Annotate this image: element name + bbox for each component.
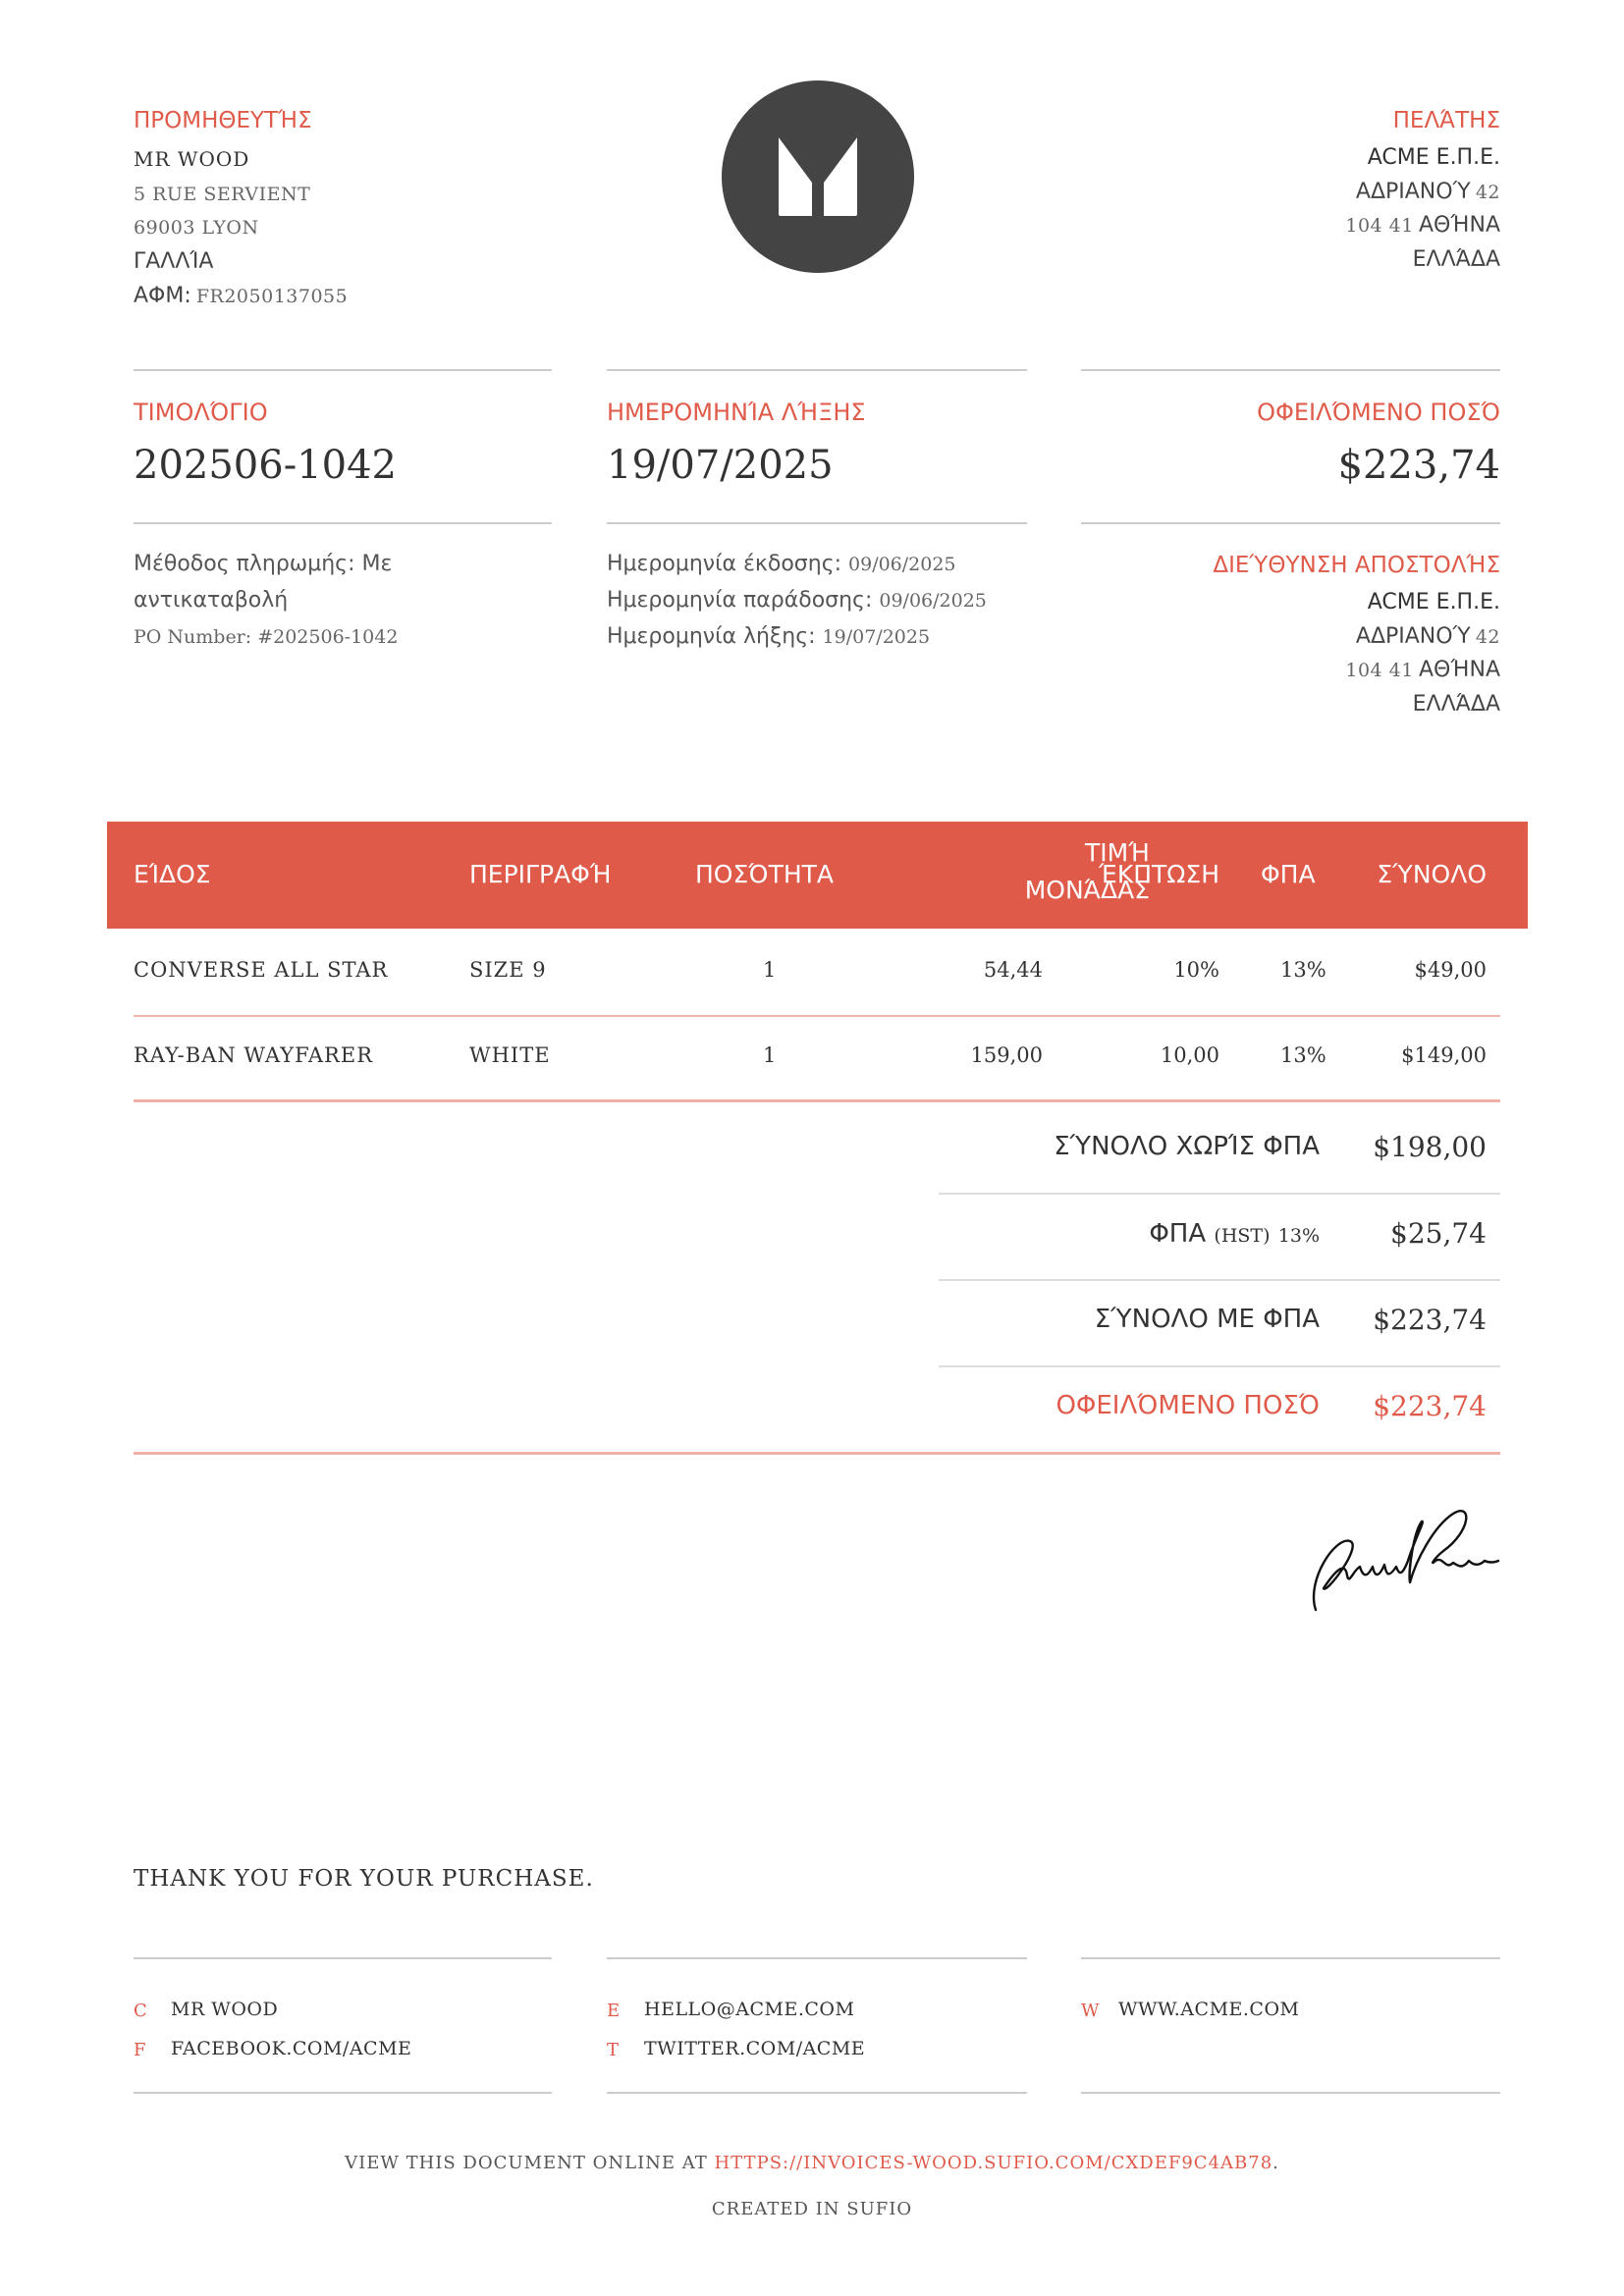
divider <box>134 369 552 371</box>
supplier-country: ΓΑΛΛΊΑ <box>134 249 214 274</box>
expiry-date: 19/07/2025 <box>822 626 931 648</box>
supplier-name: MR WOOD <box>134 147 250 171</box>
totals-divider <box>939 1365 1500 1367</box>
row-divider <box>134 1015 1500 1017</box>
subtotal-label: ΣΎΝΟΛΟ ΧΩΡΊΣ ΦΠΑ <box>1054 1132 1320 1161</box>
col-quantity: ΠΟΣΌΤΗΤΑ <box>695 860 835 888</box>
shipping-country: ΕΛΛΆΔΑ <box>1412 692 1500 717</box>
totals-divider <box>939 1279 1500 1281</box>
online-view-url[interactable]: HTTPS://INVOICES-WOOD.SUFIO.COM/CXDEF9C4AB78 <box>714 2153 1273 2173</box>
invoice-number-label: ΤΙΜΟΛΌΓΙΟ <box>134 399 268 426</box>
divider <box>1081 1957 1500 1959</box>
col-discount: ΈΚΠΤΩΣΗ <box>1099 860 1219 888</box>
row1-discount: 10% <box>1173 958 1219 982</box>
shipping-street <box>1356 624 1500 649</box>
expiry-date-label: Ημερομηνία λήξης: <box>607 624 816 649</box>
table-bottom-divider <box>134 1099 1500 1102</box>
divider <box>607 369 1027 371</box>
row1-vat: 13% <box>1280 958 1326 982</box>
vat-rate: 13% <box>1277 1225 1320 1247</box>
due-date: 19/07/2025 <box>607 443 834 488</box>
shipping-label: ΔΙΕΎΘΥΝΣΗ ΑΠΟΣΤΟΛΉΣ <box>1213 553 1500 578</box>
expiry-date-row <box>607 618 930 656</box>
row1-quantity: 1 <box>763 958 777 982</box>
client-label: ΠΕΛΆΤΗΣ <box>1392 108 1500 133</box>
shipping-city-name: ΑΘΉΝΑ <box>1418 658 1500 682</box>
online-view-line <box>0 2153 1624 2173</box>
due-amount-value: $223,74 <box>1373 1390 1487 1422</box>
client-street-no: 42 <box>1475 182 1500 203</box>
col-unit-price-2: ΜΟΝΆΔΑΣ <box>1024 876 1150 904</box>
totals-divider <box>939 1193 1500 1195</box>
shipping-street-no: 42 <box>1475 626 1500 648</box>
email-letter: E <box>607 2001 621 2021</box>
totals-bottom-divider <box>134 1452 1500 1455</box>
divider <box>134 1957 552 1959</box>
amount-due-label: ΟΦΕΙΛΌΜΕΝΟ ΠΟΣΌ <box>1257 399 1500 426</box>
divider <box>1081 2092 1500 2094</box>
supplier-address1: 5 RUE SERVIENT <box>134 184 311 205</box>
supplier-vat-value: FR2050137055 <box>195 286 349 307</box>
total-value: $223,74 <box>1373 1304 1487 1336</box>
divider <box>134 2092 552 2094</box>
created-in: CREATED IN SUFIO <box>711 2199 913 2219</box>
vat-label-text: ΦΠΑ <box>1149 1219 1207 1249</box>
divider <box>134 522 552 524</box>
col-item: ΕΊΔΟΣ <box>134 860 211 888</box>
client-street-name: ΑΔΡΙΑΝΟΎ <box>1355 180 1471 204</box>
client-street <box>1356 180 1500 204</box>
twitter-link[interactable]: TWITTER.COM/ACME <box>644 2038 866 2059</box>
client-country: ΕΛΛΆΔΑ <box>1412 247 1500 272</box>
divider <box>607 2092 1027 2094</box>
vat-tag: (HST) <box>1214 1225 1271 1247</box>
vat-label <box>1149 1219 1320 1249</box>
facebook-link[interactable]: FACEBOOK.COM/ACME <box>171 2038 412 2059</box>
client-city-name: ΑΘΉΝΑ <box>1418 213 1500 238</box>
vat-value: $25,74 <box>1390 1217 1487 1250</box>
row2-discount: 10,00 <box>1160 1043 1219 1067</box>
col-description: ΠΕΡΙΓΡΑΦΉ <box>469 860 612 888</box>
payment-method-line2: αντικαταβολή <box>134 588 289 613</box>
po-number: PO Number: #202506-1042 <box>134 626 399 648</box>
row2-quantity: 1 <box>763 1043 777 1067</box>
delivery-date: 09/06/2025 <box>879 590 987 612</box>
client-name: ACME Ε.Π.Ε. <box>1367 145 1500 170</box>
online-view-period: . <box>1272 2153 1279 2173</box>
delivery-date-label: Ημερομηνία παράδοσης: <box>607 588 873 613</box>
website-link[interactable]: WWW.ACME.COM <box>1118 1999 1300 2020</box>
row1-description: SIZE 9 <box>469 958 547 982</box>
divider <box>607 522 1027 524</box>
signature-image <box>1306 1502 1502 1625</box>
logo-m-icon <box>722 80 914 273</box>
divider <box>1081 522 1500 524</box>
twitter-letter: T <box>607 2040 620 2060</box>
shipping-name: ACME Ε.Π.Ε. <box>1367 590 1500 614</box>
row1-unit-price: 54,44 <box>983 958 1043 982</box>
client-postcode: 104 41 <box>1345 215 1414 237</box>
issue-date: 09/06/2025 <box>848 554 956 575</box>
table-header <box>107 822 1528 929</box>
company-logo <box>722 80 914 273</box>
supplier-label: ΠΡΟΜΗΘΕΥΤΉΣ <box>134 108 312 133</box>
row2-description: WHITE <box>469 1043 551 1067</box>
row2-unit-price: 159,00 <box>970 1043 1043 1067</box>
email-link[interactable]: HELLO@ACME.COM <box>644 1999 855 2020</box>
row2-item: RAY-BAN WAYFARER <box>134 1043 374 1067</box>
supplier-vat-label: ΑΦΜ: <box>134 284 191 308</box>
col-total: ΣΎΝΟΛΟ <box>1377 860 1487 888</box>
shipping-postcode: 104 41 <box>1345 660 1414 681</box>
client-city <box>1345 213 1500 238</box>
company-name: MR WOOD <box>171 1999 279 2020</box>
payment-method-line1: Μέθοδος πληρωμής: Με <box>134 552 393 576</box>
invoice-number: 202506-1042 <box>134 443 398 488</box>
due-amount-label: ΟΦΕΙΛΌΜΕΝΟ ΠΟΣΌ <box>1056 1391 1320 1420</box>
divider <box>607 1957 1027 1959</box>
row1-total: $49,00 <box>1414 958 1487 982</box>
due-date-label: ΗΜΕΡΟΜΗΝΊΑ ΛΉΞΗΣ <box>607 399 866 426</box>
issue-date-row <box>607 546 956 583</box>
col-unit-price-1: ΤΙΜΉ <box>1085 838 1150 867</box>
issue-date-label: Ημερομηνία έκδοσης: <box>607 552 842 576</box>
thank-you-message: THANK YOU FOR YOUR PURCHASE. <box>134 1866 594 1892</box>
supplier-vat <box>134 284 348 308</box>
row2-vat: 13% <box>1280 1043 1326 1067</box>
signature <box>1306 1502 1502 1625</box>
shipping-city <box>1345 658 1500 682</box>
row1-item: CONVERSE ALL STAR <box>134 958 389 982</box>
col-vat: ΦΠΑ <box>1261 860 1316 888</box>
online-view-text: VIEW THIS DOCUMENT ONLINE AT <box>345 2153 708 2173</box>
shipping-street-name: ΑΔΡΙΑΝΟΎ <box>1355 624 1471 649</box>
subtotal-value: $198,00 <box>1373 1131 1487 1163</box>
total-label: ΣΎΝΟΛΟ ΜΕ ΦΠΑ <box>1094 1305 1320 1334</box>
divider <box>1081 369 1500 371</box>
company-letter: C <box>134 2001 147 2021</box>
delivery-date-row <box>607 582 987 619</box>
facebook-letter: F <box>134 2040 146 2060</box>
website-letter: W <box>1081 2001 1100 2021</box>
row2-total: $149,00 <box>1401 1043 1487 1067</box>
amount-due: $223,74 <box>1337 443 1500 488</box>
supplier-address2: 69003 LYON <box>134 217 259 239</box>
